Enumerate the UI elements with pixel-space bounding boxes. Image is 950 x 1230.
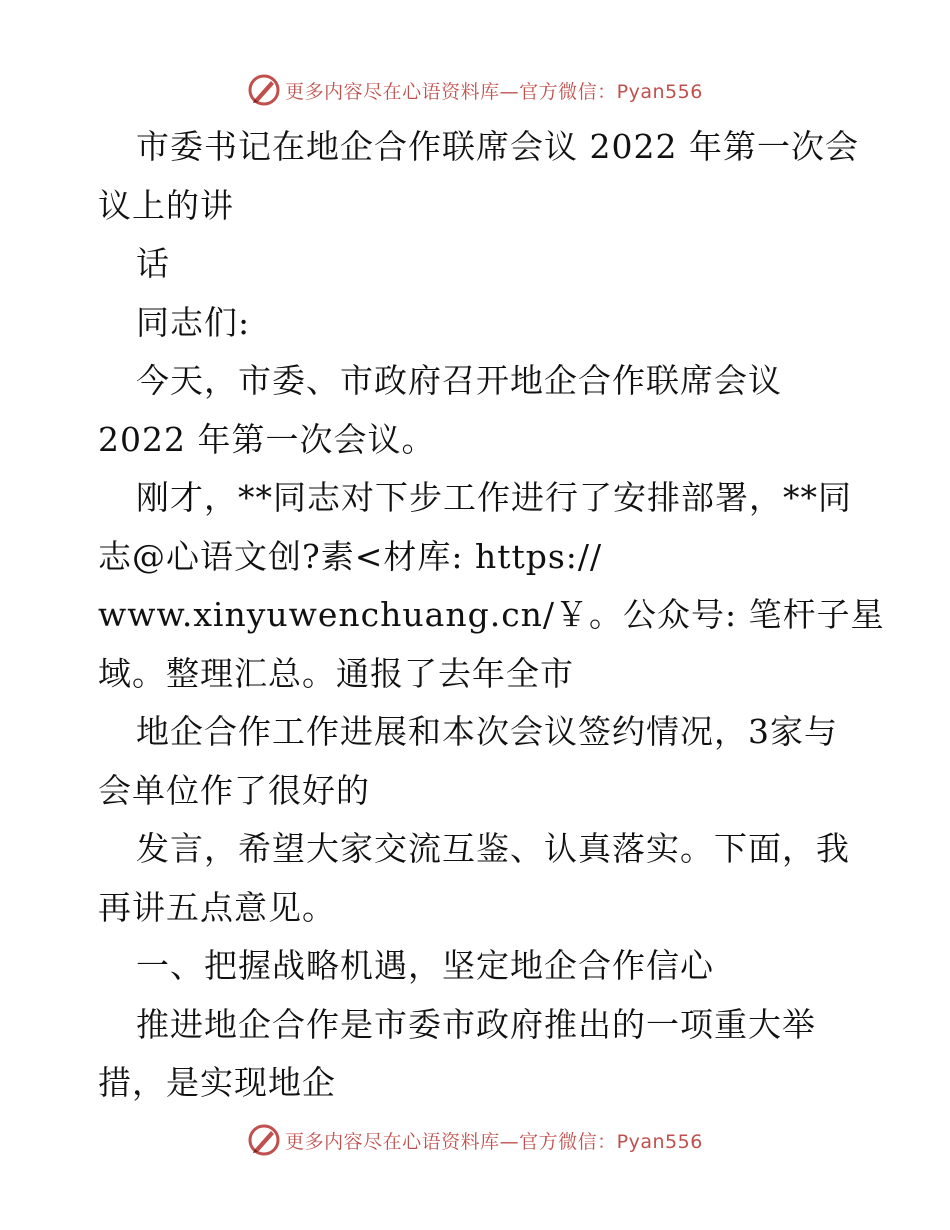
section-heading: 一、把握战略机遇，坚定地企合作信心 xyxy=(136,946,714,985)
paragraph-line: 会单位作了很好的 xyxy=(98,770,370,810)
header-banner-text: 更多内容尽在心语资料库—官方微信：Pyan556 xyxy=(285,80,703,103)
paragraph-line: 地企合作工作进展和本次会议签约情况，3家与 xyxy=(136,712,838,751)
document-body xyxy=(98,118,885,1113)
footer-banner xyxy=(0,1120,950,1160)
title-line-1: 市委书记在地企合作联席会议 2022 年第一次会 xyxy=(136,127,859,166)
paragraph-line: 2022 年第一次会议。 xyxy=(98,419,436,459)
paragraph-line: 志@心语文创?素<材库: https:// xyxy=(98,536,603,576)
paragraph-line: 域。整理汇总。通报了去年全市 xyxy=(98,653,574,693)
paragraph-line: 再讲五点意见。 xyxy=(98,887,336,927)
title-line-3: 话 xyxy=(136,244,170,283)
footer-banner-text: 更多内容尽在心语资料库—官方微信：Pyan556 xyxy=(285,1130,703,1153)
pen-logo-icon xyxy=(247,1123,281,1157)
paragraph-line: 发言，希望大家交流互鉴、认真落实。下面，我 xyxy=(136,829,850,868)
paragraph-line: www.xinyuwenchuang.cn/￥。公众号: 笔杆子星 xyxy=(98,595,885,634)
paragraph-line: 措，是实现地企 xyxy=(98,1063,336,1102)
paragraph-line: 今天，市委、市政府召开地企合作联席会议 xyxy=(136,361,782,400)
pen-logo-icon xyxy=(247,73,281,107)
title-line-2: 议上的讲 xyxy=(98,185,234,225)
salutation: 同志们: xyxy=(136,302,251,342)
header-banner xyxy=(0,70,950,110)
paragraph-line: 刚才，**同志对下步工作进行了安排部署，**同 xyxy=(136,478,852,517)
paragraph-line: 推进地企合作是市委市政府推出的一项重大举 xyxy=(136,1004,816,1044)
